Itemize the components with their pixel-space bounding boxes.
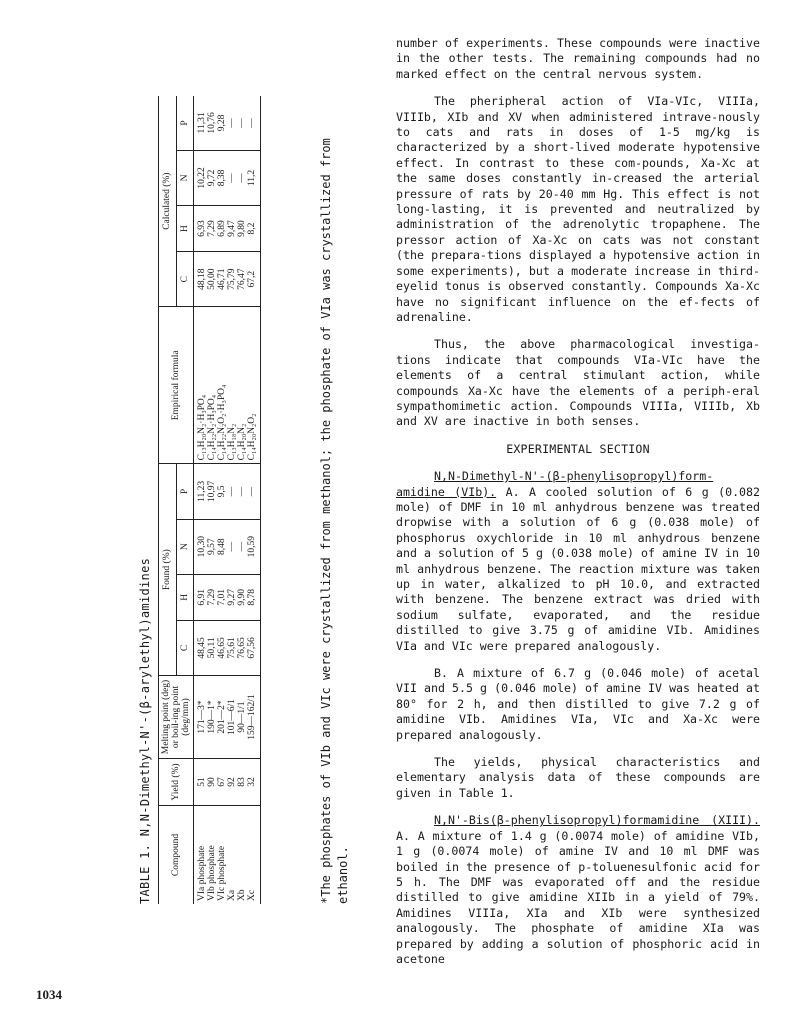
- cell-found-p: —: [247, 464, 261, 519]
- cell-found-n: 8,48: [217, 519, 227, 574]
- cell-found-c: 48,45: [194, 620, 208, 675]
- table-row: [207, 96, 217, 904]
- paragraph-1: number of experiments. These compounds were inactive in the other tests. The remaining compounds had no marked effect on the central nervous system.: [396, 36, 760, 81]
- cell-yield: 51: [194, 759, 208, 806]
- cell-found-h: 6,91: [194, 574, 208, 620]
- calc-n-header: N: [176, 150, 194, 205]
- cell-compound: VIc phosphate: [217, 845, 227, 901]
- cell-calc-p: 9,28: [217, 96, 227, 150]
- cell-calc-c: 76,47: [237, 252, 247, 307]
- cell-calc-p: 10,76: [207, 96, 217, 150]
- cell-calc-h: 7,29: [207, 206, 217, 252]
- cell-formula: C₁₄H₂₀N₂O₂: [247, 307, 261, 464]
- table-row: [237, 96, 247, 904]
- rotated-table-block: [136, 96, 376, 904]
- cell-found-c: 76,65: [237, 620, 247, 675]
- cell-mp: 171—3*: [194, 676, 208, 759]
- cell-compound: Xa: [227, 889, 237, 901]
- cell-compound: VIa phosphate: [197, 845, 207, 901]
- cell-found-n: —: [227, 519, 237, 574]
- cell-found-n: 10,59: [247, 519, 261, 574]
- calc-c-header: C: [176, 252, 194, 307]
- cell-calc-c: 75,79: [227, 252, 237, 307]
- table-row: [247, 96, 261, 904]
- cell-formula: C₁₄H₂₂N₂O₂·H₃PO₄: [217, 307, 227, 464]
- cell-calc-p: —: [237, 96, 247, 150]
- cell-calc-n: —: [237, 150, 247, 205]
- cell-mp: 159—162/1: [247, 676, 261, 759]
- found-c-header: C: [176, 620, 194, 675]
- cell-calc-n: 9,72: [207, 150, 217, 205]
- table-row: [217, 96, 227, 904]
- cell-found-p: 11,23: [194, 464, 208, 519]
- cell-mp: 201—2*: [217, 676, 227, 759]
- cell-mp: 90—1/1: [237, 676, 247, 759]
- paragraph-xiii-text: A. A mixture of 1.4 g (0.0074 mole) of amidine VIb, 1 g (0.0074 mole) of amine IV and 10 ml DMF was boiled in the presence of p-toluenesulfonic acid for 5 h. The DMF was evaporated off and the residue distilled to give amidine XIIb in a yield of 79%. Amidines VIIIa, XIa and XIb were synthesized analogously. The phosphate of amidine XIa was prepared by adding a solution of phosphoric acid in acetone: [396, 828, 760, 966]
- calculated-group-header: Calculated (%): [159, 96, 177, 307]
- paragraph-table-ref: The yields, physical characteristics and elementary analysis data of these compounds are given in Table 1.: [396, 755, 760, 800]
- found-n-header: N: [176, 519, 194, 574]
- paragraph-vib-text: A. A cooled solution of 6 g (0.082 mole) of DMF in 10 ml anhydrous benzene was treated dropwise with a solution of 6 g (0.038 mole) of phosphorus oxychloride in 10 ml anhydrous benzene and a solution of 5 g (0.038 mole) of amine IV in 10 ml anhydrous benzene. The reaction mixture was taken up in water, alkalized to pH 10.0, and extracted with benzene. The benzene extract was dried with sodium sulfate, evaporated, and the residue distilled to give 3.75 g of amidine VIb. Amidines VIa and VIc were prepared analogously.: [396, 484, 760, 653]
- cell-found-h: 7,29: [207, 574, 217, 620]
- paragraph-vib-synthesis: [396, 469, 760, 654]
- cell-found-n: —: [237, 519, 247, 574]
- paragraph-method-b: B. A mixture of 6.7 g (0.046 mole) of acetal VII and 5.5 g (0.046 mole) of amine IV was heated at 80° for 2 h, and then distilled to give 7.2 g of amidine VIb. Amidines VIa, VIc and Xa-Xc were prepared analogously.: [396, 666, 760, 742]
- table-rotated-frame: [136, 96, 376, 904]
- cell-found-h: 8,78: [247, 574, 261, 620]
- cell-calc-h: 6,93: [194, 206, 208, 252]
- col-compound-header: Compound: [159, 806, 194, 905]
- paragraph-xiii-synthesis: [396, 813, 760, 967]
- col-formula-header: Empirical formula: [159, 307, 194, 464]
- table-row: [227, 96, 237, 904]
- table-row: [194, 96, 208, 904]
- cell-calc-c: 48,18: [194, 252, 208, 307]
- found-group-header: Found (%): [159, 464, 177, 676]
- cell-mp: 190—1*: [207, 676, 217, 759]
- table-title: TABLE 1. N,N-Dimethyl-N'-(β-arylethyl)amidines: [138, 557, 152, 904]
- section-heading: EXPERIMENTAL SECTION: [506, 441, 650, 456]
- cell-found-c: 50,11: [207, 620, 217, 675]
- cell-calc-h: 9,47: [227, 206, 237, 252]
- cell-found-p: —: [227, 464, 237, 519]
- cell-compound: Xb: [237, 889, 247, 901]
- cell-calc-h: 6,89: [217, 206, 227, 252]
- cell-formula: C₁₃H₁₈N₂: [227, 307, 237, 464]
- cell-yield: 67: [217, 759, 227, 806]
- cell-formula: C₁₄H₂₀N₂: [237, 307, 247, 464]
- table-footnote: *The phosphates of VIb and VIc were crystallized from methanol; the phosphate of VIa was crystallized from ethanol.: [319, 138, 350, 904]
- cell-calc-n: 11,2: [247, 150, 261, 205]
- cell-calc-p: 11,31: [194, 96, 208, 150]
- paragraph-3: Thus, the above pharmacological investiga-tions indicate that compounds VIa-VIc have the elements of a central stimulant action, while compounds Xa-Xc have the elements of a periph-eral sympathomimetic action. Compounds VIIIa, VIIIb, Xb and XV are inactive in both senses.: [396, 337, 760, 429]
- cell-calc-c: 50,00: [207, 252, 217, 307]
- compound-heading-vib: N,N-Dimethyl-N'-(β-phenylisopropyl)form-amidine (VIb).: [396, 469, 714, 499]
- calc-p-header: P: [176, 96, 194, 150]
- cell-calc-p: —: [247, 96, 261, 150]
- cell-compound: Xc: [247, 806, 261, 905]
- cell-found-c: 75,61: [227, 620, 237, 675]
- cell-calc-n: 10,22: [194, 150, 208, 205]
- cell-formula: C₁₄H₂₂N₂·H₃PO₄: [207, 307, 217, 464]
- cell-found-c: 46,65: [217, 620, 227, 675]
- paragraph-2: The pheripheral action of VIa-VIc, VIIIa, VIIIb, XIb and XV when administered intrave-nously to cats and rats in doses of 1-5 mg/kg is characterized by a short-lived moderate hypotensive effect. In contrast to these com-pounds, Xa-Xc at the same doses constantly in-creased the arterial pressure of rats by 20-40 mm Hg. This effect is not long-lasting, it is prevented and neutralized by administration of the adrenolytic tropaphene. The pressor action of Xa-Xc on cats was not constant (the prepara-tions displayed a hypotensive action in some experiments), but a moderate increase in third-eyelid tonus is observed constantly. Compounds Xa-Xc have no significant influence on the ef-fects of adrenaline.: [396, 94, 760, 324]
- cell-formula: C₁₃H₂₀N₂·H₃PO₄: [194, 307, 208, 464]
- found-h-header: H: [176, 574, 194, 620]
- cell-calc-c: 67,2: [247, 252, 261, 307]
- page-number: 1034: [36, 987, 62, 1002]
- cell-found-h: 7,01: [217, 574, 227, 620]
- cell-yield: 32: [247, 759, 261, 806]
- compound-heading-xiii: N,N'-Bis(β-phenylisopropyl)formamidine (XIII).: [434, 813, 760, 828]
- cell-yield: 92: [227, 759, 237, 806]
- cell-found-p: —: [237, 464, 247, 519]
- right-text-column: [396, 36, 760, 979]
- cell-found-n: 10,30: [194, 519, 208, 574]
- cell-calc-n: —: [227, 150, 237, 205]
- cell-calc-c: 46,71: [217, 252, 227, 307]
- cell-yield: 83: [237, 759, 247, 806]
- cell-compound: VIb phosphate: [207, 845, 217, 901]
- col-mp-header: Melting point (deg) or boil-ing point (deg/mm): [159, 676, 194, 759]
- cell-found-n: 9,57: [207, 519, 217, 574]
- cell-found-h: 9,27: [227, 574, 237, 620]
- cell-found-h: 9,90: [237, 574, 247, 620]
- cell-found-c: 67,56: [247, 620, 261, 675]
- cell-found-p: 10,97: [207, 464, 217, 519]
- data-table: [158, 96, 261, 904]
- cell-calc-n: 8,38: [217, 150, 227, 205]
- found-p-header: P: [176, 464, 194, 519]
- cell-found-p: 9,5: [217, 464, 227, 519]
- cell-yield: 90: [207, 759, 217, 806]
- calc-h-header: H: [176, 206, 194, 252]
- cell-calc-h: 8,2: [247, 206, 261, 252]
- cell-calc-p: —: [227, 96, 237, 150]
- col-yield-header: Yield (%): [159, 759, 194, 806]
- cell-calc-h: 9,80: [237, 206, 247, 252]
- cell-mp: 101—6/1: [227, 676, 237, 759]
